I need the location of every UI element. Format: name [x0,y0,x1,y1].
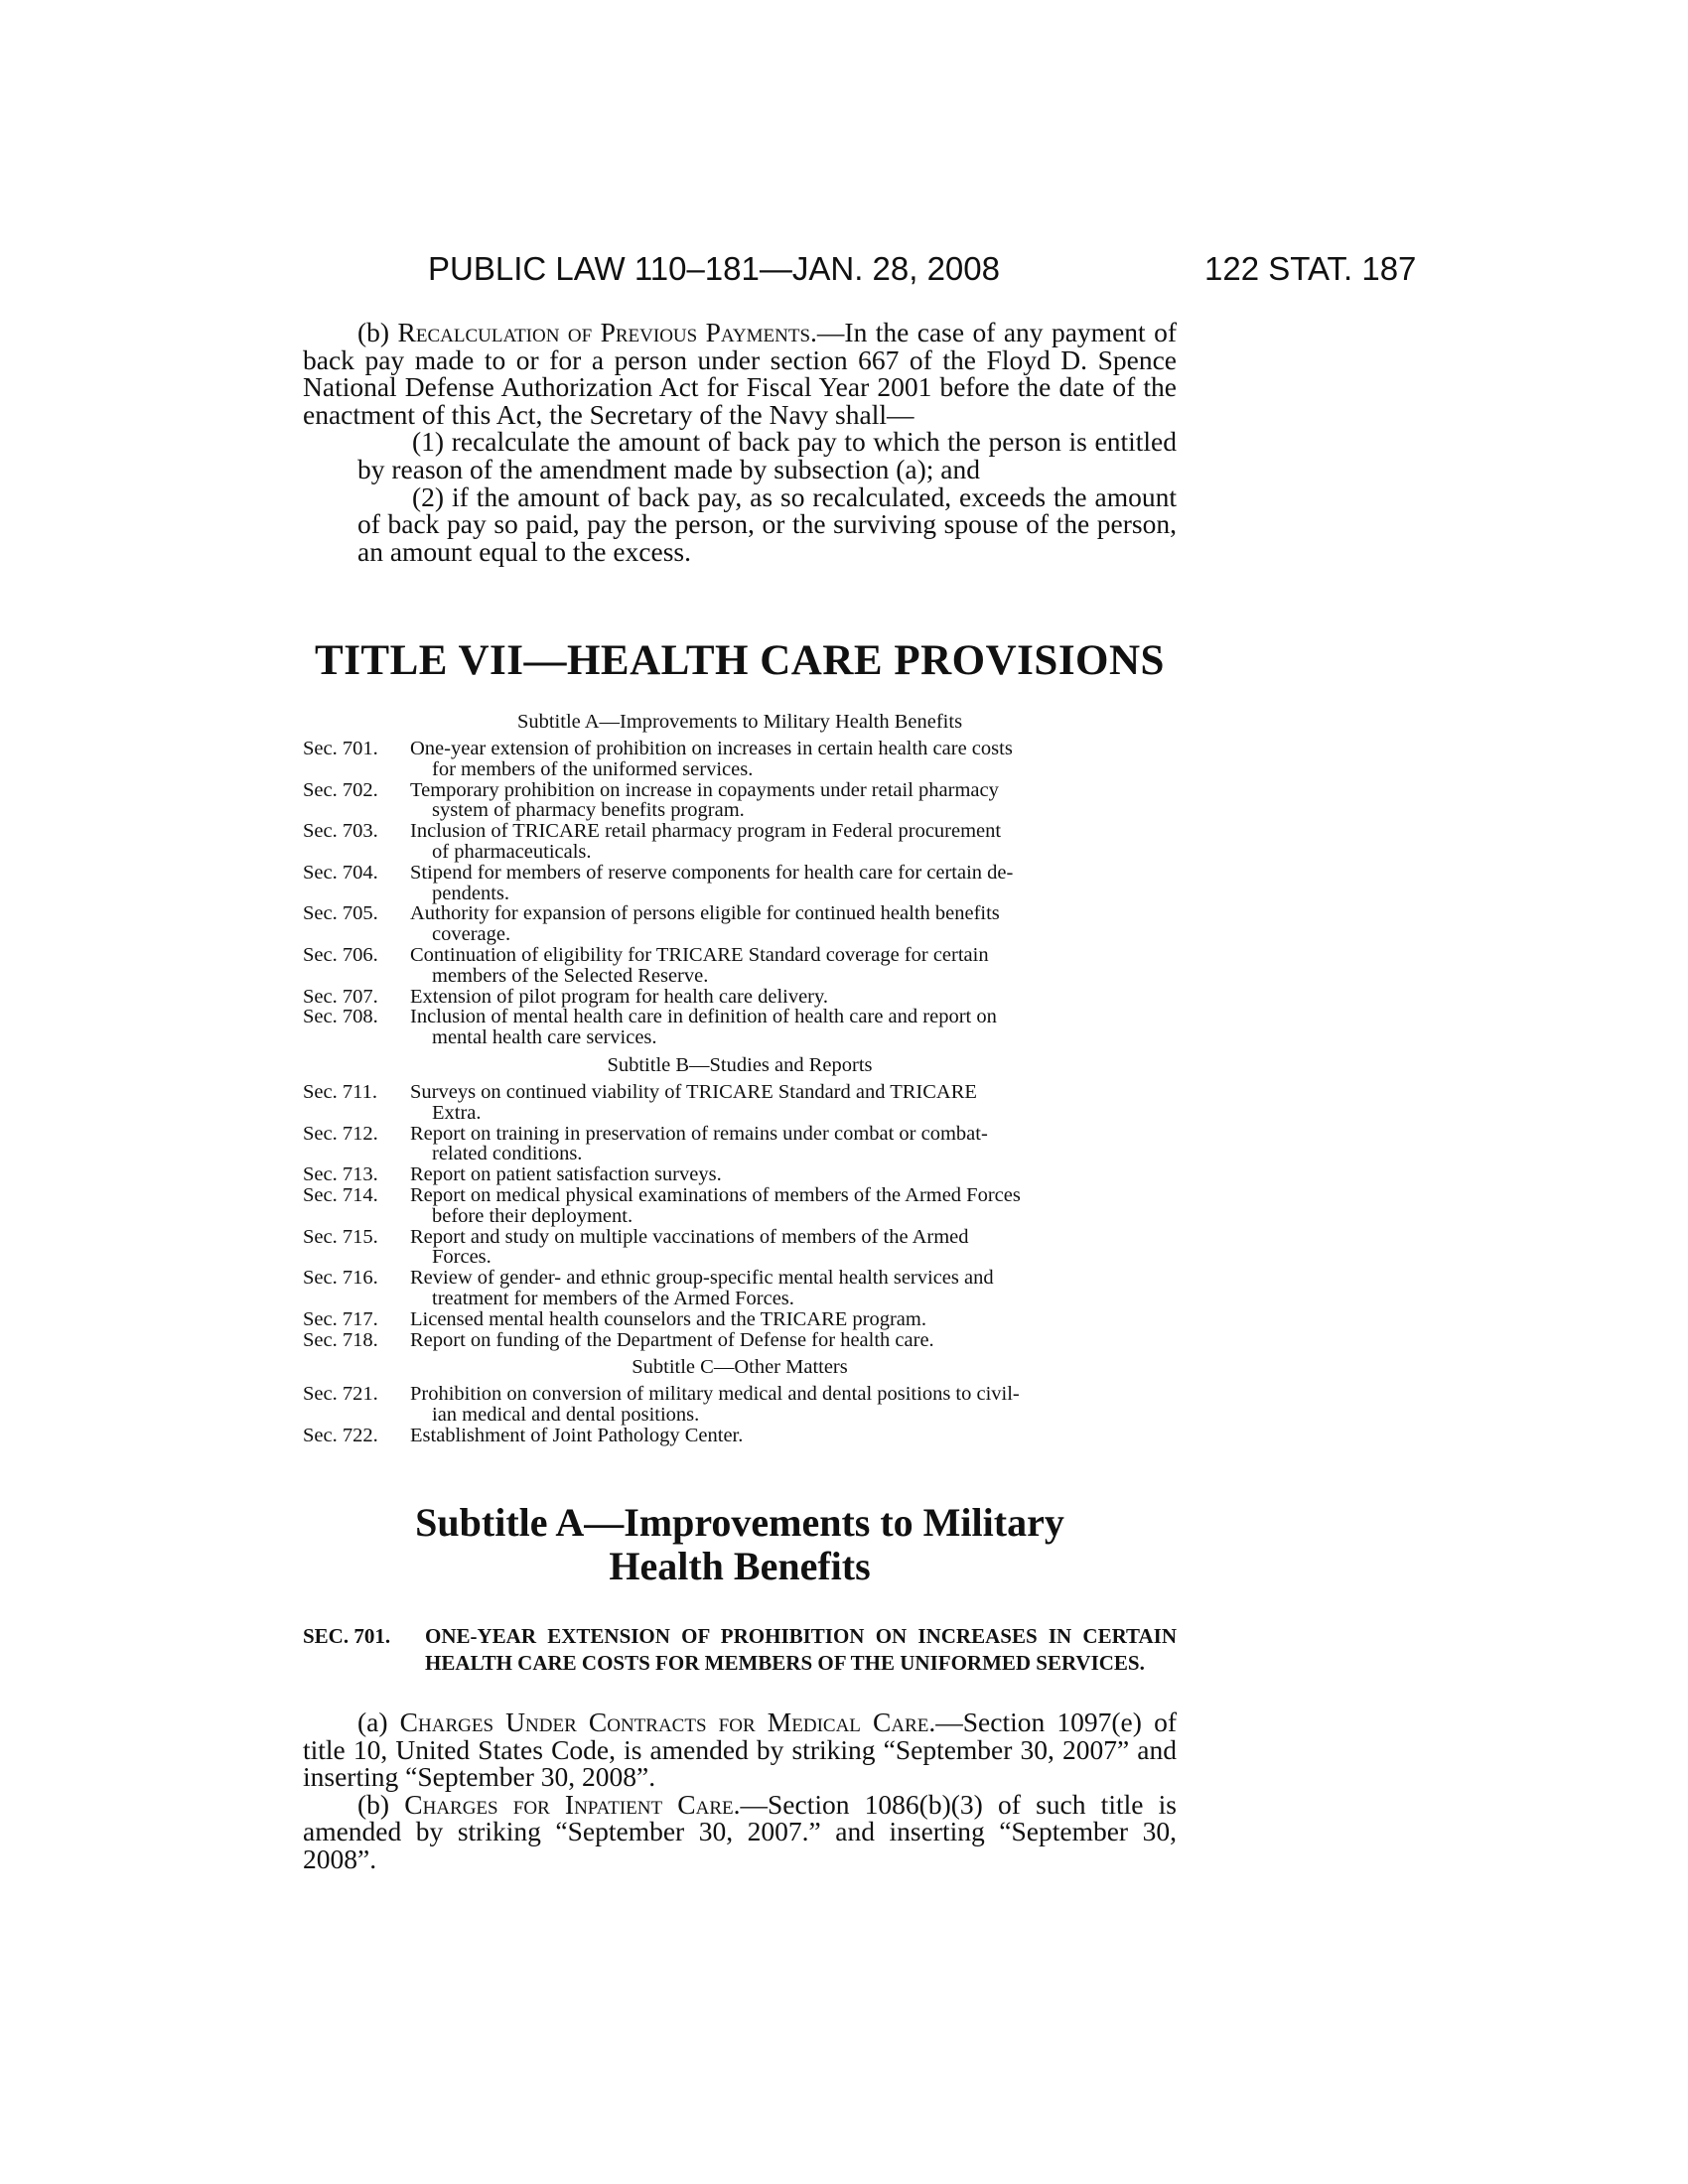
toc-entry [303,780,1177,822]
toc-entry [303,1384,1177,1426]
toc-entry-text: Temporary prohibition on increase in copayments under retail pharmacy system of pharmacy benefits program. [410,778,999,822]
toc-entry-text: Report on funding of the Department of Defense for health care. [410,1328,934,1351]
toc-entry-number: Sec. 703. [303,820,378,843]
toc-entry [303,1330,1177,1351]
toc-entry-number: Sec. 708. [303,1006,378,1028]
section-701-title: ONE-YEAR EXTENSION OF PROHIBITION ON INCREASES IN CERTAIN HEALTH CARE COSTS FOR MEMBERS OF THE UNIFORMED SERVICES. [425,1624,1177,1675]
toc-entry [303,1426,1177,1446]
toc-entry-text: Report and study on multiple vaccinations of members of the Armed Forces. [410,1225,969,1269]
section-701-label: SEC. 701. [303,1624,391,1648]
section-701-heading [303,1623,1177,1677]
toc-entry-number: Sec. 712. [303,1122,378,1145]
toc-entry-number: Sec. 722. [303,1424,378,1446]
toc-entry [303,1268,1177,1309]
toc-entry-number: Sec. 702. [303,778,378,801]
toc-entry-text: Inclusion of mental health care in definition of health care and report on mental health care services. [410,1006,997,1049]
toc-entry-text: Report on patient satisfaction surveys. [410,1163,722,1186]
toc-entry-text: Report on medical physical examinations of members of the Armed Forces before their deployment. [410,1183,1021,1227]
toc-entry [303,1124,1177,1165]
toc-entry-text: Stipend for members of reserve components for health care for certain de- pendents. [410,861,1014,904]
toc-entry [303,1082,1177,1124]
toc-entry [303,987,1177,1008]
toc-entry [303,945,1177,987]
toc-entry-text: One-year extension of prohibition on increases in certain health care costs for members of the uniformed services. [410,738,1013,780]
recalculation-section [303,319,1177,565]
toc-entry-text: Continuation of eligibility for TRICARE Standard coverage for certain members of the Selected Reserve. [410,943,989,987]
toc-entry [303,863,1177,904]
toc-entry [303,821,1177,863]
title-heading: TITLE VII—HEALTH CARE PROVISIONS [315,637,1165,684]
toc-entry-text: Extension of pilot program for health care delivery. [410,985,829,1008]
section-701-body [303,1708,1177,1873]
toc-entry [303,1185,1177,1227]
toc-subtitle-c: Subtitle C—Other Matters [632,1356,848,1379]
table-of-contents [303,707,1177,1446]
toc-entry-text: Licensed mental health counselors and the TRICARE program. [410,1307,926,1330]
recalculation-item-1: (1) recalculate the amount of back pay to which the person is entitled by reason of the amendment made by subsection (a); and [357,426,1177,484]
section-701-subsection-a: (a) Charges Under Contracts for Medical Care.—Section 1097(e) of title 10, United States Code, is amended by striking “September 30, 2007” and inserting “September 30, 2008”. [303,1706,1177,1793]
toc-entry-number: Sec. 704. [303,861,378,884]
toc-entry-text: Report on training in preservation of remains under combat or combat- related conditions. [410,1122,988,1165]
toc-entry [303,1227,1177,1269]
toc-entry-text: Inclusion of TRICARE retail pharmacy program in Federal procurement of pharmaceuticals. [410,820,1002,863]
toc-list-c [303,1384,1177,1445]
toc-entry-number: Sec. 715. [303,1225,378,1248]
toc-entry [303,903,1177,945]
toc-entry [303,1309,1177,1330]
toc-entry-text: Authority for expansion of persons eligible for continued health benefits coverage. [410,902,1000,946]
toc-entry-number: Sec. 718. [303,1328,378,1351]
running-header-stat-page: 122 STAT. 187 [1204,250,1417,287]
subtitle-a-heading: Subtitle A—Improvements to Military Health Benefits [415,1500,1064,1588]
section-701-subsection-b: (b) Charges for Inpatient Care.—Section 1086(b)(3) of such title is amended by striking “September 30, 2007.” and inserting “September 30, 2008”. [303,1788,1177,1874]
toc-entry [303,1007,1177,1048]
toc-entry-text: Prohibition on conversion of military medical and dental positions to civil- ian medical and dental positions. [410,1383,1020,1427]
running-header-law: PUBLIC LAW 110–181—JAN. 28, 2008 [428,250,1000,287]
toc-entry-number: Sec. 707. [303,985,378,1008]
recalculation-item-2: (2) if the amount of back pay, as so recalculated, exceeds the amount of back pay so paid, pay the person, or the surviving spouse of the person, an amount equal to the excess. [357,480,1177,567]
toc-entry-text: Establishment of Joint Pathology Center. [410,1424,744,1446]
toc-entry-number: Sec. 705. [303,902,378,925]
toc-subtitle-a: Subtitle A—Improvements to Military Health Benefits [516,711,963,733]
toc-entry-number: Sec. 717. [303,1307,378,1330]
toc-entry-text: Review of gender- and ethnic group-specific mental health services and treatment for members of the Armed Forces. [410,1267,994,1309]
toc-entry [303,739,1177,780]
toc-entry-number: Sec. 721. [303,1383,378,1406]
toc-entry-number: Sec. 701. [303,738,378,759]
toc-entry-number: Sec. 706. [303,943,378,966]
toc-subtitle-b: Subtitle B—Studies and Reports [607,1053,873,1076]
toc-entry-text: Surveys on continued viability of TRICARE Standard and TRICARE Extra. [410,1080,977,1124]
toc-entry-number: Sec. 713. [303,1163,378,1186]
toc-list-a [303,739,1177,1048]
toc-list-b [303,1082,1177,1350]
recalculation-heading: Recalculation of Previous Payments [397,317,811,347]
toc-entry-number: Sec. 711. [303,1080,377,1103]
toc-entry [303,1164,1177,1185]
recalculation-paragraph: (b) Recalculation of Previous Payments.—In the case of any payment of back pay made to or for a person under section 667 of the Floyd D. Spence National Defense Authorization Act for Fiscal Year 2001 before the date of the enactment of this Act, the Secretary of the Navy shall— [303,317,1177,430]
toc-entry-number: Sec. 716. [303,1267,378,1290]
toc-entry-number: Sec. 714. [303,1183,378,1206]
